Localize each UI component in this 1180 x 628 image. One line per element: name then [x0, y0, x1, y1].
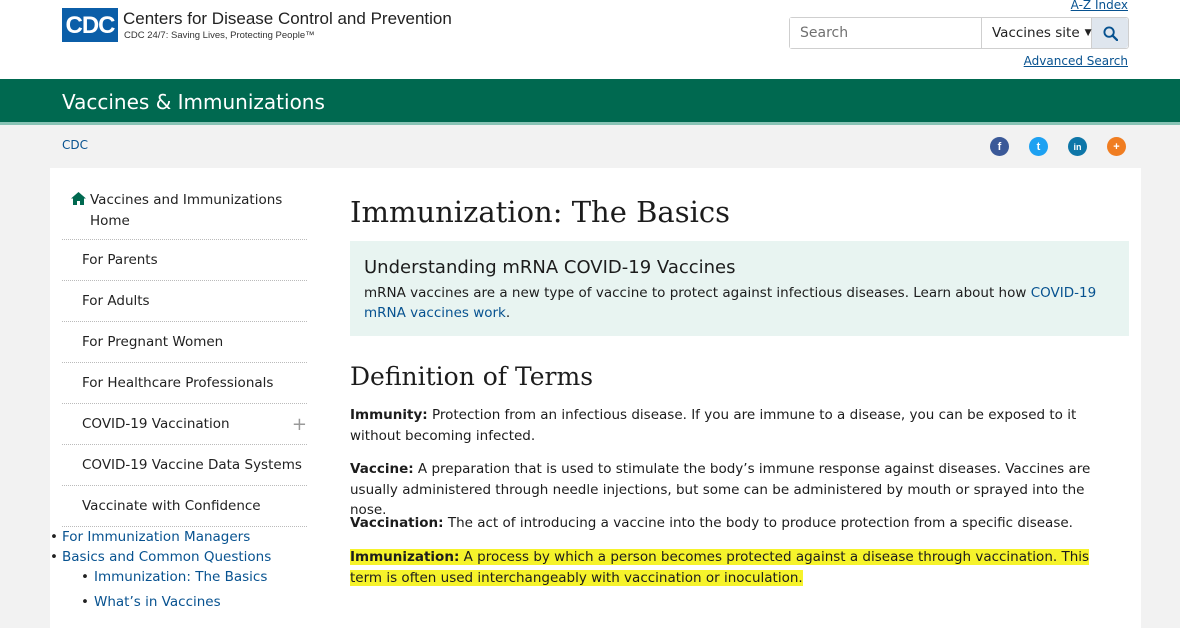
mrna-vaccines-link[interactable]: COVID-19 mRNA vaccines work [364, 285, 1097, 321]
definition-immunity [350, 405, 1110, 446]
definition-term: Vaccine: [350, 461, 414, 477]
immunization-basics-link[interactable]: Immunization: The Basics [94, 569, 268, 585]
callout-heading: Understanding mRNA COVID-19 Vaccines [364, 257, 736, 278]
list-item [50, 547, 271, 567]
definition-term: Immunization: [350, 549, 460, 565]
immunization-managers-link[interactable]: For Immunization Managers [62, 529, 251, 545]
banner-title[interactable]: Vaccines & Immunizations [62, 90, 325, 114]
org-name: Centers for Disease Control and Prevention [123, 9, 452, 28]
nav-item-healthcare-professionals[interactable]: For Healthcare Professionals [62, 363, 307, 404]
search-input[interactable] [790, 18, 982, 48]
nav-item-parents[interactable]: For Parents [62, 240, 307, 281]
definition-text: Protection from an infectious disease. If you are immune to a disease, you can be exposed to it without becoming infected. [350, 407, 1077, 444]
site-scope-select[interactable] [982, 18, 1092, 48]
site-scope-label: Vaccines site [992, 25, 1080, 41]
mrna-callout [350, 241, 1129, 336]
basics-questions-link[interactable]: Basics and Common Questions [62, 549, 272, 565]
nav-item-covid-vaccination[interactable] [62, 404, 307, 445]
nav-item-covid-data-systems[interactable]: COVID-19 Vaccine Data Systems [62, 445, 307, 486]
site-banner [0, 79, 1180, 125]
cdc-logo[interactable]: CDC [62, 8, 118, 42]
definition-term: Immunity: [350, 407, 428, 423]
definition-vaccination [350, 513, 1110, 534]
expand-plus-icon[interactable]: + [291, 414, 307, 435]
nav-item-vaccinate-confidence[interactable]: Vaccinate with Confidence [62, 486, 307, 527]
sub-nav-list [50, 527, 271, 612]
search-icon [1103, 26, 1118, 41]
linkedin-icon[interactable]: in [1068, 137, 1087, 156]
site-header [0, 0, 1180, 79]
search-button[interactable] [1092, 18, 1128, 48]
nav-home[interactable] [62, 186, 307, 240]
facebook-icon[interactable]: f [990, 137, 1009, 156]
advanced-search-link[interactable]: Advanced Search [1023, 54, 1128, 68]
left-nav [62, 186, 307, 527]
whats-in-vaccines-link[interactable]: What’s in Vaccines [94, 594, 221, 610]
definition-text: A process by which a person becomes protected against a disease through vaccination. This term is often used interchangeably with vaccination or inoculation. [350, 549, 1090, 586]
highlighted-definition [350, 549, 1089, 586]
definition-term: Vaccination: [350, 515, 444, 531]
definition-vaccine [350, 459, 1110, 521]
search-bar [789, 17, 1129, 49]
definition-text: A preparation that is used to stimulate the body’s immune response against diseases. Vaccines are usually administered through needle injections, but some can be administered by mouth or sprayed into the nose. [350, 461, 1091, 518]
tagline: CDC 24/7: Saving Lives, Protecting People™ [124, 30, 315, 41]
nav-item-pregnant-women[interactable]: For Pregnant Women [62, 322, 307, 363]
callout-text [364, 283, 1115, 323]
nav-item-adults[interactable]: For Adults [62, 281, 307, 322]
az-index-link[interactable]: A-Z Index [1070, 0, 1128, 12]
page-title: Immunization: The Basics [350, 195, 730, 229]
callout-body: mRNA vaccines are a new type of vaccine to protect against infectious diseases. Learn about how [364, 285, 1031, 301]
list-item [50, 527, 271, 547]
nav-home-label: Vaccines and Immunizations Home [90, 192, 283, 229]
nav-item-label: COVID-19 Vaccination [82, 416, 230, 432]
callout-end: . [505, 305, 511, 321]
home-icon [71, 192, 86, 205]
social-share-bar [990, 137, 1126, 156]
list-item [50, 567, 271, 587]
definition-immunization [350, 547, 1110, 588]
list-item [50, 592, 271, 612]
syndicate-icon[interactable]: + [1107, 137, 1126, 156]
caret-down-icon: ▼ [1084, 28, 1092, 38]
definition-text: The act of introducing a vaccine into the body to produce protection from a specific disease. [443, 515, 1073, 531]
definitions-heading: Definition of Terms [350, 362, 594, 391]
breadcrumb-cdc[interactable]: CDC [62, 138, 88, 152]
twitter-icon[interactable]: t [1029, 137, 1048, 156]
